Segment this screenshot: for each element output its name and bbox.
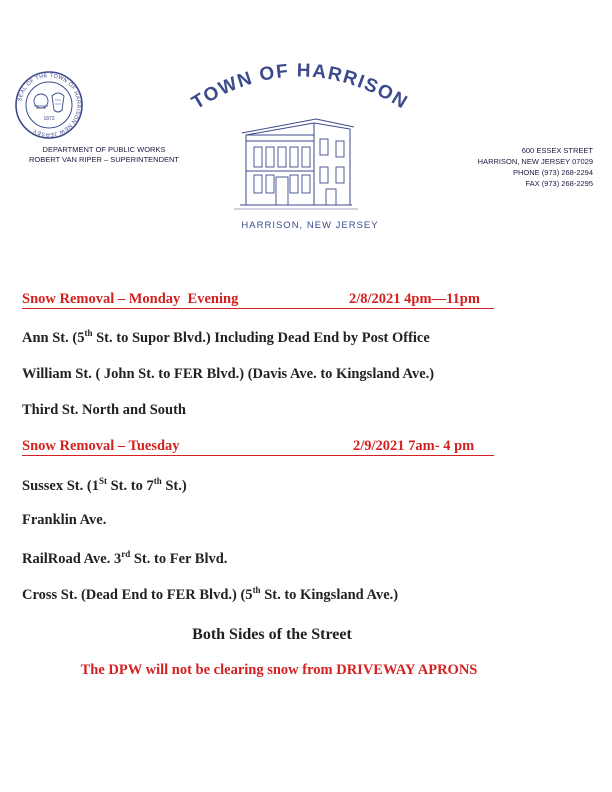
town-title: TOWN OF HARRISON [188,60,412,114]
tuesday-datetime: 2/9/2021 7am- 4 pm [353,438,475,454]
both-sides-note: Both Sides of the Street [192,626,352,643]
tuesday-street-sussex: Sussex St. (1St St. to 7th St.) [22,476,187,494]
city-state-zip: HARRISON, NEW JERSEY 07029 [477,157,593,166]
monday-street-william: William St. ( John St. to FER Blvd.) (Davis Ave. to Kingsland Ave.) [22,366,435,382]
seal-ring-text: SEAL OF THE TOWN OF HARRISON NEW JERSEY [17,72,82,138]
monday-heading [22,291,494,309]
tuesday-heading [22,438,494,456]
department-name: DEPARTMENT OF PUBLIC WORKS [42,145,166,154]
department-block [14,145,194,165]
tuesday-street-franklin: Franklin Ave. [22,512,107,528]
monday-datetime: 2/8/2021 4pm—11pm [349,291,480,307]
driveway-warning: The DPW will not be clearing snow from DRIVEWAY APRONS [80,662,478,678]
tuesday-heading-label: Snow Removal – Tuesday [22,438,180,454]
town-seal-icon [14,70,84,140]
seal-year: 1873 [43,116,55,122]
city-caption: HARRISON, NEW JERSEY [241,220,379,231]
address-block [418,145,593,189]
monday-street-third: Third St. North and South [22,402,186,418]
tuesday-street-cross: Cross St. (Dead End to FER Blvd.) (5th St. to Kingsland Ave.) [22,585,399,603]
svg-text:SEAL OF THE TOWN OF HARRISON N [17,73,81,137]
monday-heading-label: Snow Removal – Monday Evening [22,291,239,307]
superintendent-name: ROBERT VAN RIPER – SUPERINTENDENT [28,155,180,164]
phone-number: PHONE (973) 268-2294 [512,168,593,177]
tuesday-street-railroad: RailRoad Ave. 3rd St. to Fer Blvd. [22,549,228,567]
fax-number: FAX (973) 268-2295 [525,179,593,188]
street-address: 600 ESSEX STREET [521,146,593,155]
town-hall-building-icon [232,95,360,213]
monday-street-ann: Ann St. (5th St. to Supor Blvd.) Including Dead End by Post Office [22,328,430,346]
